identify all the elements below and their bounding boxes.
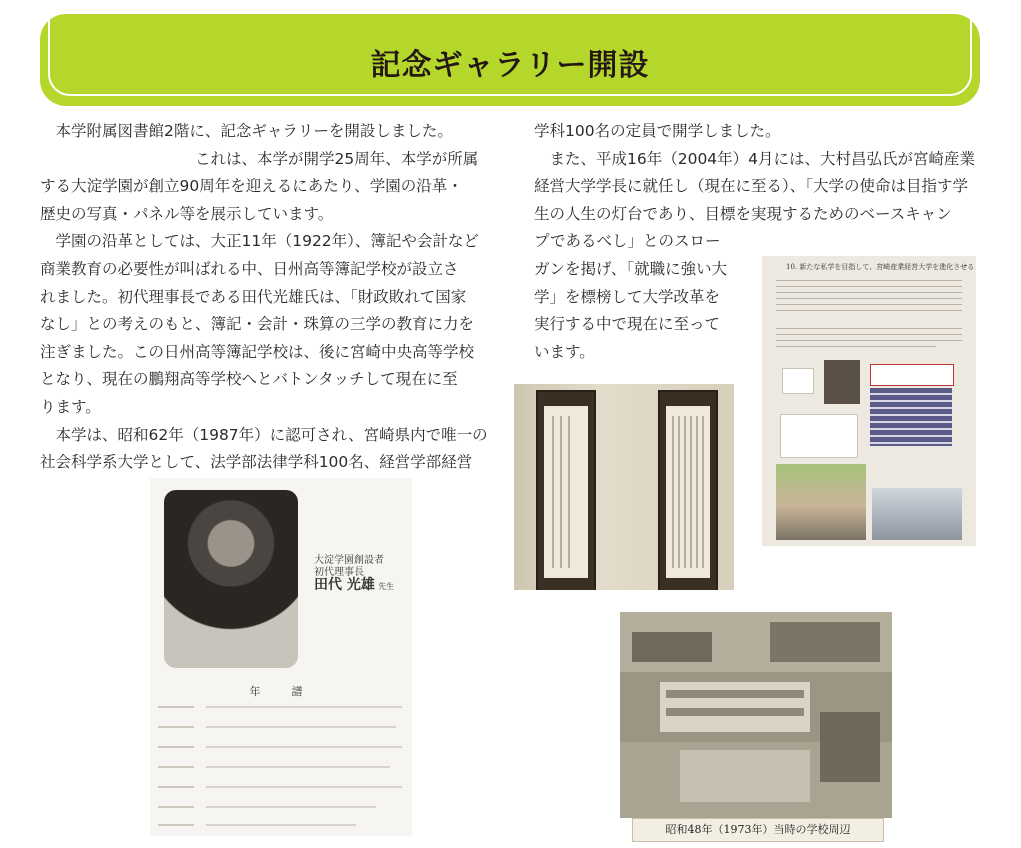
article-line: となり、現在の鵬翔高等学校へとバトンタッチして現在に至 — [40, 370, 458, 389]
article-line: プであるべし」とのスロー — [534, 232, 721, 251]
article-line: 本学は、昭和62年（1987年）に認可され、宮崎県内で唯一の — [40, 425, 488, 444]
article-line: 注ぎました。この日州高等簿記学校は、後に宮崎中央高等学校 — [40, 342, 475, 361]
article-line: これは、本学が開学25周年、本学が所属 — [40, 149, 479, 168]
article-line: 学」を標榜して大学改革を — [534, 287, 721, 306]
chronology-entry-year — [158, 746, 194, 748]
article-line: れました。初代理事長である田代光雄氏は、「財政敗れて国家 — [40, 287, 467, 306]
article-line: 歴史の写真・パネル等を展示しています。 — [40, 204, 334, 223]
chronology-entry-year — [158, 766, 194, 768]
university-logo — [782, 368, 814, 394]
founder-name: 田代 光雄 — [314, 577, 375, 593]
aerial-photo — [620, 612, 892, 818]
founder-portrait-panel — [150, 478, 412, 836]
article-line: 学科100名の定員で開学しました。 — [534, 122, 781, 140]
article-line: ガンを掲げ、「就職に強い大 — [534, 260, 728, 278]
chronology-entry-year — [158, 786, 194, 788]
article-line: 社会科学系大学として、法学部法律学科100名、経営学部経営 — [40, 453, 473, 472]
document-clipping — [780, 414, 858, 458]
article-line: 経営大学学長に就任し（現在に至る）、「大学の使命は目指す学 — [534, 177, 969, 196]
chronology-entry-year — [158, 806, 194, 808]
chronology-entry-year — [158, 824, 194, 826]
president-photo — [824, 360, 860, 404]
page-title: 記念ギャラリー開設 — [370, 48, 650, 83]
founder-portrait-image — [164, 490, 298, 668]
article-column-left — [40, 118, 500, 477]
exhibit-poster-photo — [762, 256, 976, 546]
aerial-photo-image — [620, 612, 892, 818]
article-line: 生の人生の灯台であり、目標を実現するためのベースキャン — [534, 204, 952, 223]
article-line: 実行する中で現在に至って — [534, 315, 721, 334]
portrait-caption — [314, 555, 394, 593]
article-line: います。 — [534, 342, 595, 361]
article-line: ります。 — [40, 397, 101, 416]
chronology-entry-year — [158, 706, 194, 708]
article-column-right-narrow — [534, 256, 744, 366]
ranking-table — [870, 388, 952, 446]
article-line: 商業教育の必要性が叫ばれる中、日州高等簿記学校が設立さ — [40, 259, 459, 278]
hanging-scroll — [536, 390, 596, 590]
article-line: また、平成16年（2004年）4月には、大村昌弘氏が宮崎産業 — [534, 149, 976, 168]
hanging-scroll — [658, 390, 718, 590]
classroom-photo — [872, 488, 962, 540]
ranking-badge — [870, 364, 954, 386]
chronology-entry-text — [206, 786, 402, 788]
article-line: なし」との考えのもと、簿記・会計・珠算の三学の教育に力を — [40, 315, 475, 334]
article-line: する大淀学園が創立90周年を迎えるにあたり、学園の沿革・ — [40, 177, 463, 196]
article-line: 本学附属図書館2階に、記念ギャラリーを開設しました。 — [40, 122, 453, 140]
chronology-entry-text — [206, 806, 376, 808]
caption-line: 初代理事長 — [314, 567, 364, 578]
poster-title: 10. 新たな私学を目指して、宮崎産業経営大学を進化させる — [786, 263, 975, 271]
caption-line: 大淀学園創設者 — [314, 555, 384, 566]
article-line: 学園の沿革としては、大正11年（1922年）、簿記や会計など — [40, 232, 479, 251]
students-photo — [776, 464, 866, 540]
chronology-entry-text — [206, 746, 402, 748]
chronology-entry-text — [206, 824, 356, 826]
honorific: 先生 — [378, 582, 395, 591]
chronology-entry-text — [206, 766, 390, 768]
title-banner — [40, 14, 980, 106]
aerial-photo-caption: 昭和48年（1973年）当時の学校周辺 — [632, 818, 884, 842]
calligraphy-scrolls-photo — [514, 384, 734, 590]
chronology-entry-text — [206, 726, 396, 728]
chronology-entry-year — [158, 726, 194, 728]
article-column-right — [534, 118, 994, 256]
chronology-title: 年 譜 — [249, 685, 313, 698]
chronology-entry-text — [206, 706, 402, 708]
